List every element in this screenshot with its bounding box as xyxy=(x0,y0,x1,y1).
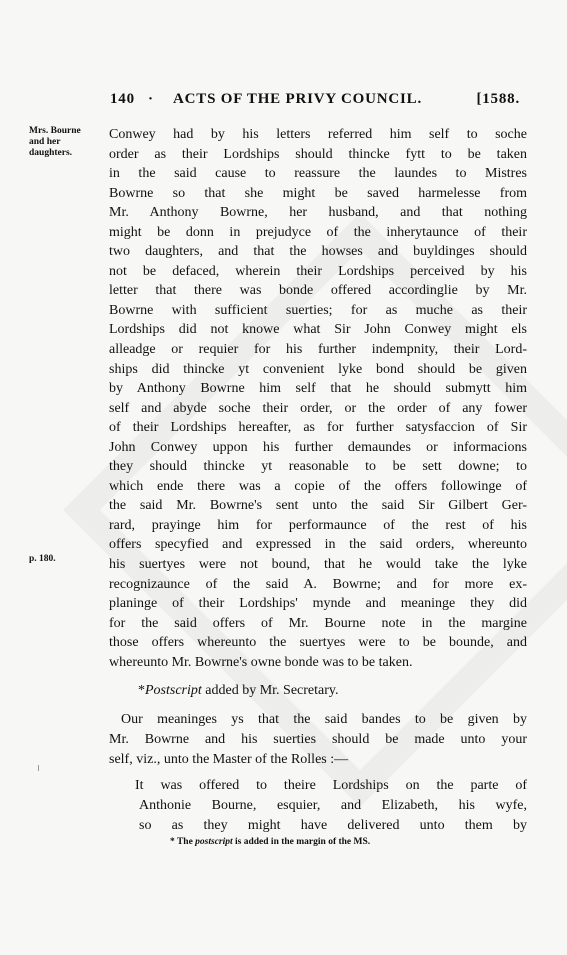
text-line: in the said cause to reassure the laundes to Mistres xyxy=(109,166,527,182)
text-line: so as they might have delivered unto them by xyxy=(139,818,527,833)
page-number: 140 xyxy=(110,91,135,107)
text-line: Lordships did not knowe what Sir John Conwey might els xyxy=(109,322,527,338)
postscript-label: Postscript xyxy=(145,683,202,698)
text-line: the said Mr. Bowrne's sent unto the said Sir Gilbert Ger- xyxy=(109,498,527,514)
text-line: by Anthony Bowrne him self that he should submytt him xyxy=(109,381,527,397)
header-dot: · xyxy=(148,91,154,107)
text-line: whereunto Mr. Bowrne's owne bonde was to be taken. xyxy=(109,654,413,670)
footnote-italic: postscript xyxy=(195,837,233,847)
text-line: ships did thincke yt convenient lyke bond should be given xyxy=(109,361,527,377)
page-title: ACTS OF THE PRIVY COUNCIL. xyxy=(173,91,423,107)
margin-note-line: daughters. xyxy=(29,148,73,158)
text-line: Mr. Anthony Bowrne, her husband, and that nothing xyxy=(109,205,527,221)
text-line: they should thincke yt reasonable to be sett downe; to xyxy=(109,459,527,475)
text-line: two daughters, and that the howses and buyldinges should xyxy=(109,244,527,260)
footnote-suffix: is added in the margin of the MS. xyxy=(232,837,371,847)
text-line: planinge of their Lordships' mynde and meaninge they did xyxy=(109,596,527,612)
text-line: Bowrne so that she might be saved harmelesse from xyxy=(109,185,527,201)
margin-note-page-ref: p. 180. xyxy=(29,554,56,564)
text-line: rard, prayinge him for performaunce of the rest of his xyxy=(109,517,527,533)
text-line: alleadge or requier for his further indempnity, their Lord- xyxy=(109,342,527,358)
quoted-offer xyxy=(135,776,527,836)
text-line: order as their Lordships should thincke fytt to be taken xyxy=(109,146,527,162)
footnote-marker: * xyxy=(138,683,145,698)
text-line: Conwey had by his letters referred him self to soche xyxy=(109,127,527,142)
text-line: Our meaninges ys that the said bandes to be given by xyxy=(121,712,527,727)
text-line: of their Lordships hereafter, as for further satysfaccion of Sir xyxy=(109,420,527,436)
margin-note-line: Mrs. Bourne xyxy=(29,126,81,136)
margin-note-subject xyxy=(29,126,99,159)
text-line: offers specyfied and expressed in the said orders, whereunto xyxy=(109,537,527,553)
text-line: which ende there was a copie of the offers followinge of xyxy=(109,478,527,494)
postscript-attribution: added by Mr. Secretary. xyxy=(201,683,339,698)
text-line: his suertyes were not bound, that he would take the lyke xyxy=(109,557,527,573)
header-year: [1588. xyxy=(476,91,520,107)
text-line: John Conwey uppon his further demaundes or informacions xyxy=(109,439,527,455)
text-line: letter that there was bonde offered accordinglie by Mr. xyxy=(109,283,527,299)
postscript-heading xyxy=(138,683,339,699)
margin-mark xyxy=(38,765,39,771)
text-line: recognizaunce of the said A. Bowrne; and for more ex- xyxy=(109,576,527,592)
main-paragraph xyxy=(109,125,527,672)
running-header xyxy=(110,91,520,115)
text-line: Anthonie Bourne, esquier, and Elizabeth, his wyfe, xyxy=(139,798,527,813)
postscript-paragraph xyxy=(109,710,527,770)
text-line: might be donn in prejudyce of the inherytaunce of their xyxy=(109,224,527,240)
text-line: It was offered to theire Lordships on the parte of xyxy=(135,778,527,793)
text-line: for the said offers of Mr. Bourne note in the margine xyxy=(109,615,527,631)
text-line: self and abyde soche their order, or the order of any fower xyxy=(109,400,527,416)
text-line: Mr. Bowrne and his suerties should be made unto your xyxy=(109,732,527,747)
margin-note-line: and her xyxy=(29,137,61,147)
text-line: Bowrne with sufficient suerties; for as muche as their xyxy=(109,302,527,318)
footnote-prefix: * The xyxy=(170,837,196,847)
text-line: not be defaced, wherein their Lordships perceived by his xyxy=(109,263,527,279)
text-line: those offers whereunto the suertyes were to be bounde, and xyxy=(109,635,527,651)
footnote xyxy=(170,837,370,847)
text-line: self, viz., unto the Master of the Rolles :— xyxy=(109,752,349,767)
